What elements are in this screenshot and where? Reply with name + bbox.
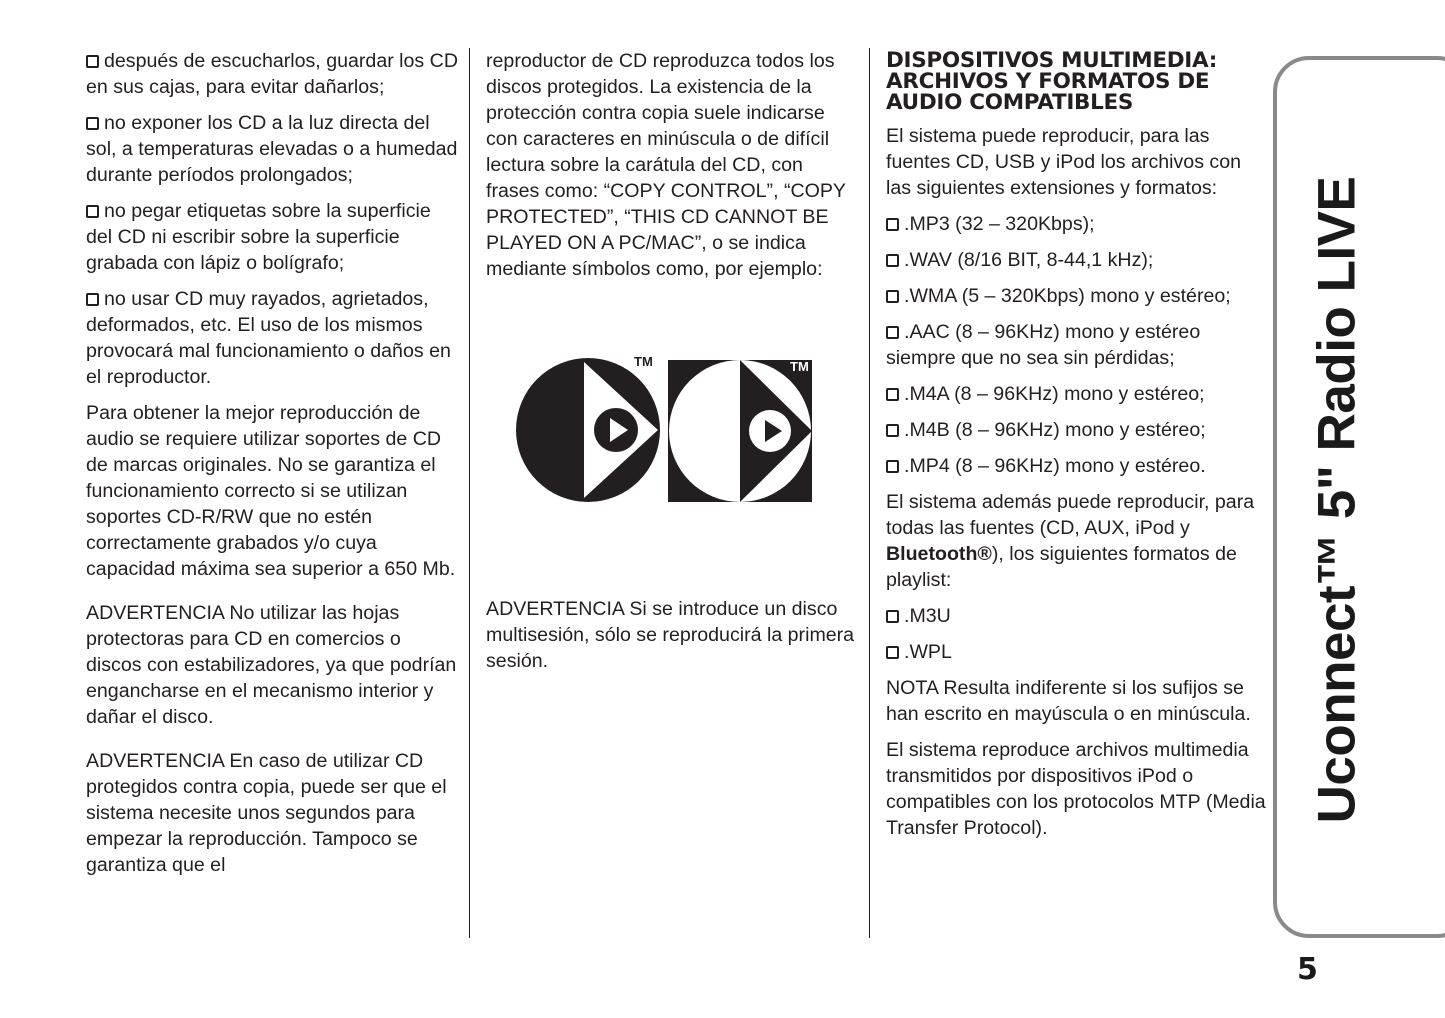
- playlist-text-before: El sistema además puede reproducir, para todas las fuentes (CD, AUX, iPod y: [886, 491, 1255, 539]
- list-item-text: .M4B (8 – 96KHz) mono y estéreo;: [904, 419, 1206, 441]
- list-item-text: .WPL: [904, 641, 952, 663]
- checkbox-bullet-icon: [886, 424, 899, 437]
- checkbox-bullet-icon: [886, 460, 899, 473]
- checkbox-bullet-icon: [86, 117, 99, 130]
- list-item-text: .AAC (8 – 96KHz) mono y estéreo siempre que no sea sin pérdidas;: [886, 321, 1201, 369]
- list-item-text: no pegar etiquetas sobre la superficie del CD ni escribir sobre la superficie grabada con lápiz o bolígrafo;: [86, 200, 431, 274]
- list-item-text: no exponer los CD a la luz directa del sol, a temperaturas elevadas o a humedad durante períodos prolongados;: [86, 112, 458, 186]
- paragraph-copy-protection: reproductor de CD reproduzca todos los discos protegidos. La existencia de la protección contra copia suele indicarse con caracteres en minúscula o de difícil lectura sobre la carátula del CD, con frases como: “COPY CONTROL”, “COPY PROTECTED”, “THIS CD CANNOT BE PLAYED ON A PC/MAC”, o se indica mediante símbolos como, por ejemplo:: [486, 50, 846, 280]
- list-item: [886, 283, 1266, 309]
- list-item: [886, 211, 1266, 237]
- paragraph-playlist-formats: [886, 489, 1266, 593]
- column-2: [486, 48, 858, 684]
- checkbox-bullet-icon: [886, 290, 899, 303]
- page-number: 5: [1297, 952, 1318, 987]
- checkbox-bullet-icon: [886, 646, 899, 659]
- list-item-text: .M3U: [904, 605, 951, 627]
- list-item: [886, 381, 1266, 407]
- list-item-text: después de escucharlos, guardar los CD en sus cajas, para evitar dañarlos;: [86, 50, 458, 98]
- checkbox-bullet-icon: [886, 218, 899, 231]
- checkbox-bullet-icon: [886, 388, 899, 401]
- list-item: [886, 417, 1266, 443]
- list-item: [886, 603, 1266, 629]
- note-suffix-case: NOTA Resulta indiferente si los sufijos se han escrito en mayúscula o en minúscula.: [886, 677, 1251, 725]
- column-1: [86, 48, 458, 888]
- column-3: [886, 48, 1266, 851]
- checkbox-bullet-icon: [86, 293, 99, 306]
- list-item-text: .M4A (8 – 96KHz) mono y estéreo;: [904, 383, 1205, 405]
- tm-mark: TM: [790, 359, 809, 374]
- column-divider: [469, 48, 470, 938]
- checkbox-bullet-icon: [886, 610, 899, 623]
- list-item: [886, 319, 1266, 371]
- list-item: [886, 453, 1266, 479]
- paragraph-supported-formats-intro: El sistema puede reproducir, para las fuentes CD, USB y iPod los archivos con las siguientes extensiones y formatos:: [886, 125, 1242, 199]
- warning-protective-sheets: ADVERTENCIA No utilizar las hojas protectoras para CD en comercios o discos con estabilizadores, ya que podrían engancharse en el mecanismo interior y dañar el disco.: [86, 602, 457, 728]
- column-divider: [869, 48, 870, 938]
- list-item: [86, 286, 458, 390]
- list-item: [886, 247, 1266, 273]
- paragraph-cd-quality: Para obtener la mejor reproducción de audio se requiere utilizar soportes de CD de marcas originales. No se garantiza el funcionamiento correcto si se utilizan soportes CD-R/RW que no estén correctamente grabados y/o cuya capacidad máxima sea superior a 650 Mb.: [86, 402, 456, 580]
- bluetooth-label: Bluetooth®: [886, 543, 992, 565]
- checkbox-bullet-icon: [886, 326, 899, 339]
- list-item-text: .WAV (8/16 BIT, 8-44,1 kHz);: [904, 249, 1154, 271]
- checkbox-bullet-icon: [86, 55, 99, 68]
- tm-mark: TM: [634, 354, 653, 369]
- warning-copy-protected: ADVERTENCIA En caso de utilizar CD protegidos contra copia, puede ser que el sistema necesite unos segundos para empezar la reproducción. Tampoco se garantiza que el: [86, 750, 447, 876]
- checkbox-bullet-icon: [86, 205, 99, 218]
- list-item-text: .MP3 (32 – 320Kbps);: [904, 213, 1095, 235]
- copy-control-symbols-icon: [516, 354, 816, 506]
- warning-multisession: ADVERTENCIA Si se introduce un disco multisesión, sólo se reproducirá la primera sesión.: [486, 598, 855, 672]
- list-item-text: .MP4 (8 – 96KHz) mono y estéreo.: [904, 455, 1206, 477]
- list-item: [86, 110, 458, 188]
- paragraph-mtp: El sistema reproduce archivos multimedia transmitidos por dispositivos iPod o compatibles con los protocolos MTP (Media Transfer Protocol).: [886, 739, 1266, 839]
- list-item-text: no usar CD muy rayados, agrietados, deformados, etc. El uso de los mismos provocará mal funcionamiento o daños en el reproductor.: [86, 288, 451, 388]
- list-item: [86, 48, 458, 100]
- section-tab-title: Uconnect™ 5" Radio LIVE: [1307, 176, 1367, 824]
- list-item: [886, 639, 1266, 665]
- section-heading: DISPOSITIVOS MULTIMEDIA: ARCHIVOS Y FORMATOS DE AUDIO COMPATIBLES: [886, 48, 1218, 115]
- list-item: [86, 198, 458, 276]
- playlist-text-after: ), los siguientes formatos de playlist:: [886, 543, 1237, 591]
- list-item-text: .WMA (5 – 320Kbps) mono y estéreo;: [904, 285, 1231, 307]
- checkbox-bullet-icon: [886, 254, 899, 267]
- copy-control-logo: [516, 354, 816, 506]
